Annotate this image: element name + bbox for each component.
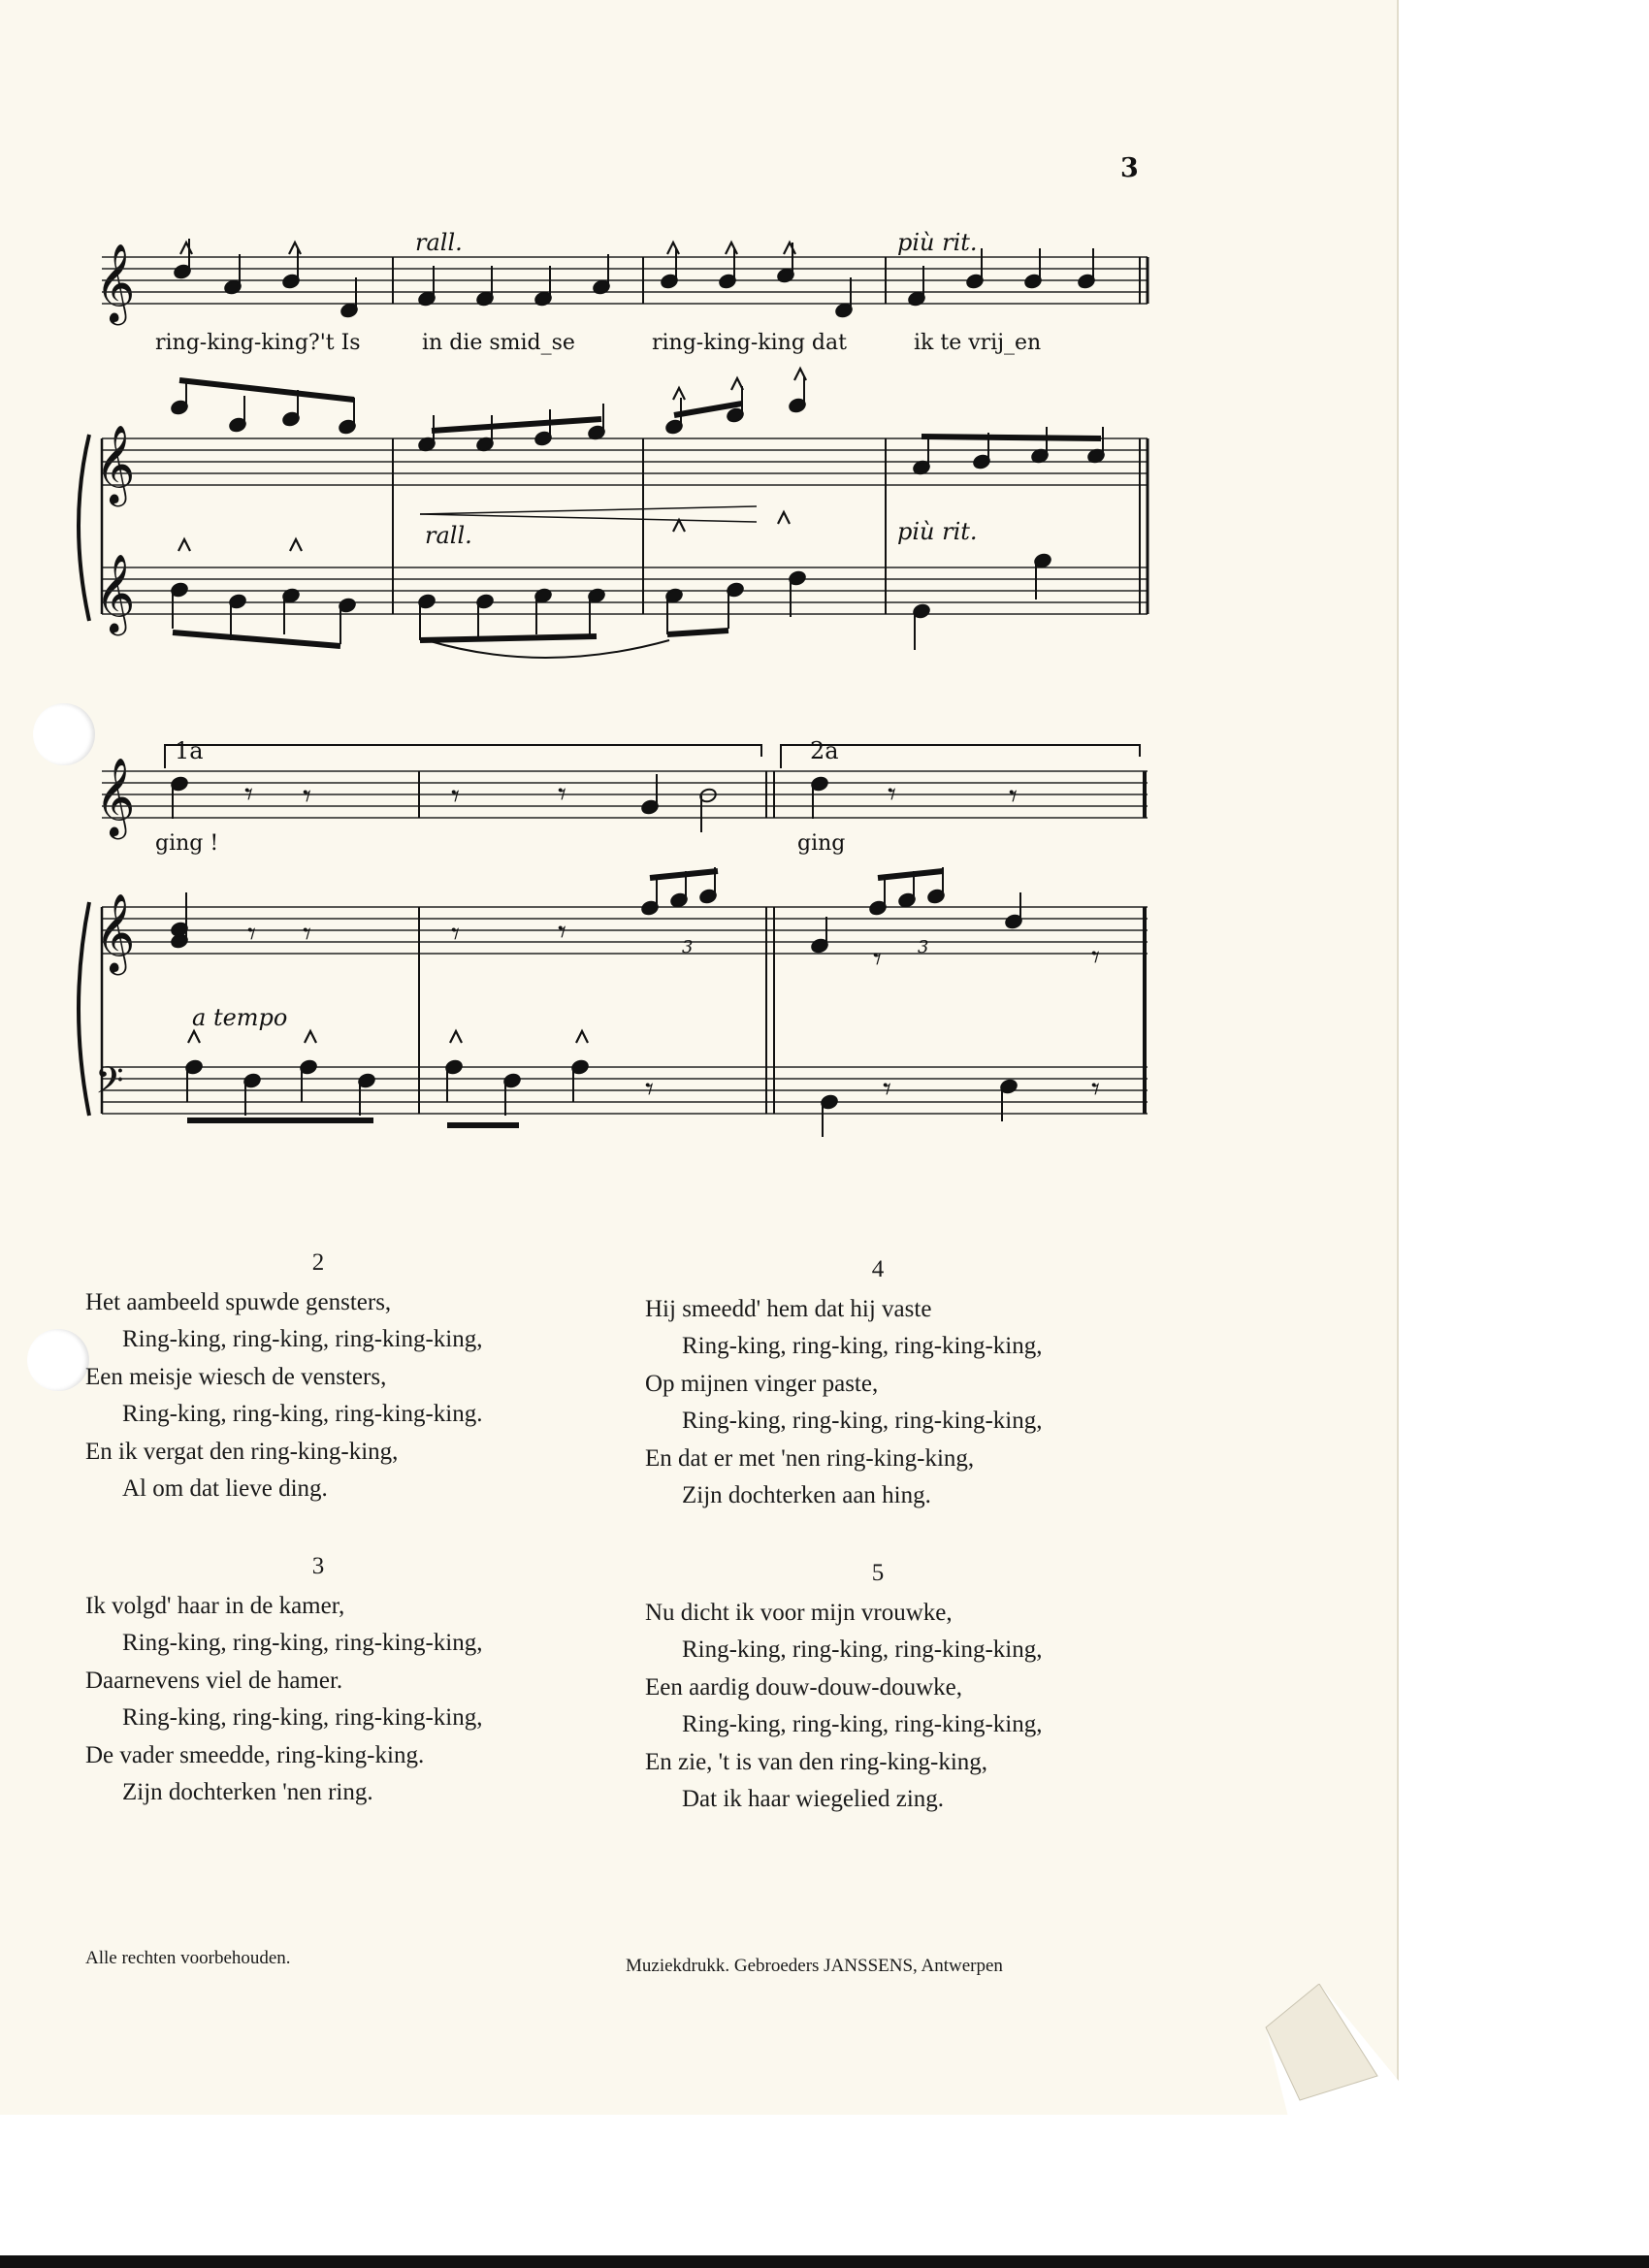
rest: 𝄾 <box>247 915 257 954</box>
verse-line: Op mijnen vinger paste, <box>645 1370 879 1397</box>
page-number: 3 <box>1120 153 1139 183</box>
verse-line: Ring-king, ring-king, ring-king-king, <box>682 1636 1043 1663</box>
verse-3 <box>85 1548 551 1812</box>
folded-corner <box>1261 1984 1406 2124</box>
rest: 𝄾 <box>1091 1070 1101 1109</box>
lyric-3: ring-king-king dat <box>652 331 847 355</box>
verse-line: En zie, 't is van den ring-king-king, <box>645 1748 988 1775</box>
accent-mark <box>778 512 790 524</box>
accent-mark <box>450 1031 462 1043</box>
beam <box>173 632 340 646</box>
accent-mark <box>290 539 302 551</box>
beam <box>650 871 718 878</box>
accent-mark <box>794 369 806 380</box>
accent-mark <box>188 1031 200 1043</box>
accent-mark <box>673 388 685 400</box>
verse-line: Ring-king, ring-king, ring-king-king, <box>122 1326 483 1352</box>
lyric-ging-2: ging <box>797 831 846 856</box>
rest: 𝄾 <box>883 1070 892 1109</box>
verse-line: Ring-king, ring-king, ring-king-king, <box>682 1711 1043 1737</box>
beam <box>878 871 943 878</box>
slur <box>427 640 669 658</box>
rest: 𝄾 <box>451 777 461 816</box>
verse-line: Een aardig douw-douw-douwke, <box>645 1673 962 1701</box>
verse-number: 2 <box>311 1249 325 1276</box>
rest: 𝄾 <box>303 777 312 816</box>
hairpin <box>420 506 757 514</box>
verse-line: Ring-king, ring-king, ring-king-king, <box>122 1704 483 1731</box>
printer-credit: Muziekdrukk. Gebroeders JANSSENS, Antwerpen <box>626 1956 1003 1976</box>
rest: 𝄾 <box>1009 777 1018 816</box>
accent-mark <box>289 243 301 254</box>
rall-vocal: rall. <box>415 229 463 256</box>
lyric-2: in die smid_se <box>422 331 575 355</box>
rest: 𝄾 <box>888 775 897 814</box>
copyright-notice: Alle rechten voorbehouden. <box>85 1948 291 1968</box>
triplet-1: 3 <box>682 937 694 957</box>
verse-line: Daarnevens viel de hamer. <box>85 1667 343 1694</box>
lyric-4: ik te vrij_en <box>914 331 1042 355</box>
verse-line: Ring-king, ring-king, ring-king-king, <box>122 1630 483 1656</box>
lyric-ging-1: ging ! <box>155 831 219 856</box>
treble-clef: 𝄞 <box>95 553 136 632</box>
piano-brace <box>79 902 89 1116</box>
verse-line: Ring-king, ring-king, ring-king-king, <box>682 1333 1043 1359</box>
treble-clef: 𝄞 <box>95 424 136 503</box>
accent-mark <box>673 520 685 532</box>
treble-clef: 𝄞 <box>95 892 136 972</box>
accent-mark <box>726 243 737 254</box>
rest: 𝄾 <box>558 913 567 952</box>
treble-clef: 𝄞 <box>95 757 136 836</box>
hairpin <box>420 514 757 522</box>
volta-2-label: 2a <box>810 737 839 764</box>
rest: 𝄾 <box>303 915 312 954</box>
verse-line: Ring-king, ring-king, ring-king-king, <box>682 1408 1043 1434</box>
beam <box>667 631 728 634</box>
accent-mark <box>305 1031 316 1043</box>
accent-mark <box>576 1031 588 1043</box>
a-tempo: a tempo <box>192 1004 288 1031</box>
verse-5 <box>645 1555 1111 1819</box>
rest: 𝄾 <box>1091 938 1101 977</box>
verse-2 <box>85 1245 551 1508</box>
rall-piano: rall. <box>425 522 472 549</box>
beam <box>420 636 597 640</box>
verse-line: Ik volgd' haar in de kamer, <box>85 1592 345 1619</box>
beam <box>179 380 354 400</box>
verse-line: Het aambeeld spuwde gensters, <box>85 1288 392 1315</box>
verse-line: Ring-king, ring-king, ring-king-king. <box>122 1401 483 1427</box>
rest: 𝄾 <box>645 1070 655 1109</box>
verse-line: Dat ik haar wiegelied zing. <box>682 1786 945 1812</box>
verse-line: Nu dicht ik voor mijn vrouwke, <box>645 1599 953 1626</box>
rest: 𝄾 <box>873 940 883 979</box>
rest: 𝄾 <box>558 775 567 814</box>
verse-line: En dat er met 'nen ring-king-king, <box>645 1444 975 1472</box>
accent-mark <box>784 243 795 254</box>
verse-line: Een meisje wiesch de vensters, <box>85 1363 387 1390</box>
volta-1-label: 1a <box>175 737 204 764</box>
notation <box>170 239 1105 1137</box>
treble-clef: 𝄞 <box>95 243 136 322</box>
accent-mark <box>731 378 743 390</box>
lyric-1: ring-king-king?'t Is <box>155 331 361 355</box>
beam <box>922 437 1101 438</box>
beam <box>432 419 601 431</box>
verse-line: Zijn dochterken aan hing. <box>682 1482 931 1508</box>
accent-mark <box>180 243 192 254</box>
verse-line: Hij smeedd' hem dat hij vaste <box>645 1295 932 1322</box>
verse-number: 5 <box>871 1560 885 1586</box>
bass-clef: 𝄢 <box>95 1058 124 1111</box>
verse-line: Zijn dochterken 'nen ring. <box>122 1779 373 1805</box>
accent-mark <box>667 243 679 254</box>
rest: 𝄾 <box>244 775 254 814</box>
verse-number: 3 <box>311 1553 325 1579</box>
piu-rit-vocal: più rit. <box>897 229 978 256</box>
accent-mark <box>178 539 190 551</box>
verse-line: En ik vergat den ring-king-king, <box>85 1438 399 1465</box>
verse-line: De vader smeedde, ring-king-king. <box>85 1741 425 1768</box>
verse-line: Al om dat lieve ding. <box>122 1475 328 1502</box>
verse-number: 4 <box>871 1256 885 1282</box>
piu-rit-piano: più rit. <box>897 518 978 545</box>
volta-bracket-1 <box>165 745 761 768</box>
verse-4 <box>645 1251 1111 1515</box>
rest: 𝄾 <box>451 915 461 954</box>
triplet-2: 3 <box>918 937 929 957</box>
piano-brace <box>79 435 89 621</box>
